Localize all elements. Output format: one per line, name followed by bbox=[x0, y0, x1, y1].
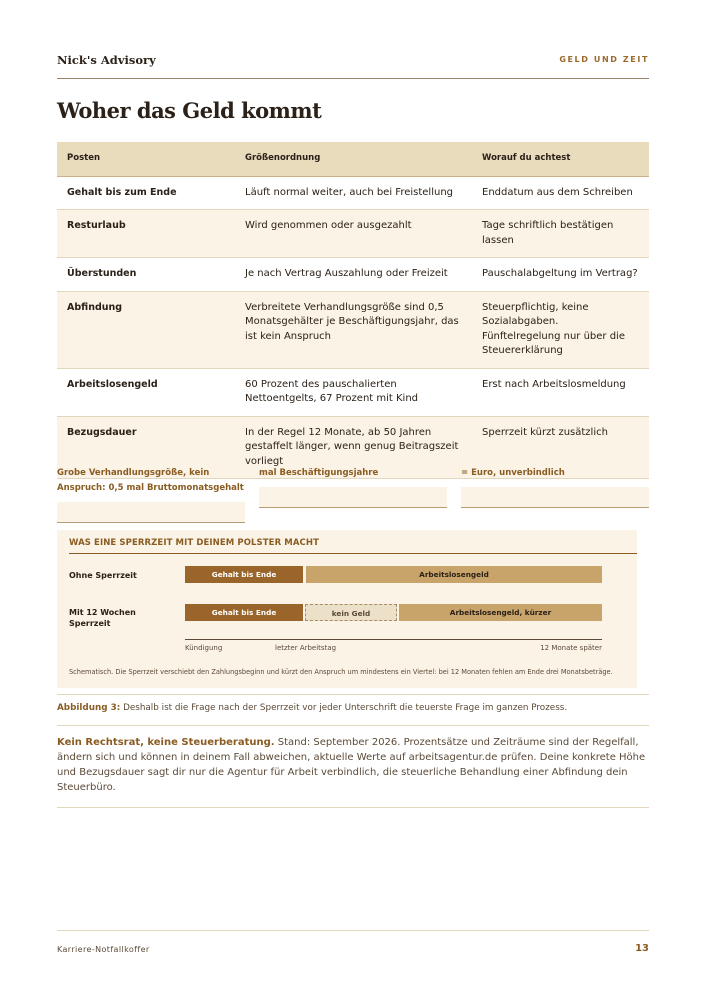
field-label-result: = Euro, unverbindlich bbox=[461, 468, 565, 478]
column-header: Worauf du achtest bbox=[472, 142, 649, 176]
table-row bbox=[57, 176, 649, 210]
sperrzeit-figure bbox=[57, 530, 637, 688]
disclaimer-lead: Kein Rechtsrat, keine Steuerberatung. bbox=[57, 737, 275, 748]
years-field[interactable] bbox=[259, 487, 447, 508]
money-sources-table bbox=[57, 142, 649, 479]
table-cell: Abfindung bbox=[57, 291, 235, 368]
figure-title-rule bbox=[69, 553, 637, 554]
monthly-salary-field[interactable] bbox=[57, 502, 245, 523]
column-header: Posten bbox=[57, 142, 235, 176]
page bbox=[57, 0, 649, 1000]
severance-calculator bbox=[57, 466, 649, 522]
caption-text: Deshalb ist die Frage nach der Sperrzeit vor jeder Unterschrift die teuerste Frage im ganzen Prozess. bbox=[123, 703, 568, 713]
table-header-row bbox=[57, 142, 649, 176]
table-cell: In der Regel 12 Monate, ab 50 Jahren gestaffelt länger, wenn genug Beitragszeit vorliegt bbox=[235, 416, 472, 479]
bar-unemployment-benefit-shorter: Arbeitslosengeld, kürzer bbox=[399, 604, 602, 621]
result-field[interactable] bbox=[461, 487, 649, 508]
section-label: GELD UND ZEIT bbox=[559, 55, 649, 64]
table-cell: Verbreitete Verhandlungsgröße sind 0,5 Monatsgehälter je Beschäftigungsjahr, das ist kein Anspruch bbox=[235, 291, 472, 368]
bar-salary: Gehalt bis Ende bbox=[185, 566, 303, 583]
table-cell: 60 Prozent des pauschalierten Nettoentgelts, 67 Prozent mit Kind bbox=[235, 368, 472, 416]
row-label-with: Mit 12 Wochen Sperrzeit bbox=[69, 608, 136, 628]
bar-unemployment-benefit: Arbeitslosengeld bbox=[306, 566, 602, 583]
disclaimer bbox=[57, 735, 649, 808]
caption-label: Abbildung 3: bbox=[57, 703, 121, 713]
figure-caption bbox=[57, 694, 649, 726]
page-title: Woher das Geld kommt bbox=[57, 98, 322, 123]
table-cell: Je nach Vertrag Auszahlung oder Freizeit bbox=[235, 258, 472, 292]
figure-note: Schematisch. Die Sperrzeit verschiebt den Zahlungsbeginn und kürzt den Anspruch um mindestens ein Viertel: bei 12 Monaten fehlen am Ende drei Monatsbeträge. bbox=[69, 668, 613, 676]
timeline-axis bbox=[185, 639, 602, 640]
row-label-without: Ohne Sperrzeit bbox=[69, 571, 137, 580]
axis-label-end: 12 Monate später bbox=[540, 644, 602, 652]
table-cell: Überstunden bbox=[57, 258, 235, 292]
table-row bbox=[57, 258, 649, 292]
field-label-monthly: Grobe Verhandlungsgröße, kein Anspruch: 0,5 mal Bruttomonatsgehalt bbox=[57, 468, 244, 493]
axis-label-mid: letzter Arbeitstag bbox=[275, 644, 337, 652]
bar-salary: Gehalt bis Ende bbox=[185, 604, 303, 621]
figure-title: WAS EINE SPERRZEIT MIT DEINEM POLSTER MACHT bbox=[69, 538, 319, 548]
table-cell: Pauschalabgeltung im Vertrag? bbox=[472, 258, 649, 292]
table-cell: Bezugsdauer bbox=[57, 416, 235, 479]
table-cell: Resturlaub bbox=[57, 210, 235, 258]
column-header: Größenordnung bbox=[235, 142, 472, 176]
footer-book-title: Karriere-Notfallkoffer bbox=[57, 945, 150, 954]
page-number: 13 bbox=[635, 943, 649, 954]
bar-no-money: kein Geld bbox=[305, 604, 397, 621]
table-cell: Läuft normal weiter, auch bei Freistellung bbox=[235, 176, 472, 210]
page-header bbox=[57, 52, 649, 79]
table-cell: Enddatum aus dem Schreiben bbox=[472, 176, 649, 210]
table-cell: Arbeitslosengeld bbox=[57, 368, 235, 416]
table-cell: Steuerpflichtig, keine Sozialabgaben. Fünftelregelung nur über die Steuererklärung bbox=[472, 291, 649, 368]
disclaimer-text: Stand: September 2026. Prozentsätze und Zeiträume sind der Regelfall, ändern sich und können in deinem Fall abweichen, aktuelle Werte auf arbeitsagentur.de prüfen. Deine konkrete Höhe und Bezugsdauer sagt dir nur die Agentur für Arbeit verbindlich, die steuerliche Behandlung einer Abfindung dein Steuerbüro. bbox=[57, 737, 646, 793]
brand-name: Nick's Advisory bbox=[57, 53, 156, 67]
field-label-years: mal Beschäftigungsjahre bbox=[259, 468, 379, 478]
table-row bbox=[57, 368, 649, 416]
table-cell: Tage schriftlich bestätigen lassen bbox=[472, 210, 649, 258]
table-cell: Gehalt bis zum Ende bbox=[57, 176, 235, 210]
table-cell: Sperrzeit kürzt zusätzlich bbox=[472, 416, 649, 479]
table-row bbox=[57, 210, 649, 258]
table-cell: Wird genommen oder ausgezahlt bbox=[235, 210, 472, 258]
axis-label-start: Kündigung bbox=[185, 644, 223, 652]
page-footer bbox=[57, 930, 649, 954]
table-row bbox=[57, 291, 649, 368]
table-cell: Erst nach Arbeitslosmeldung bbox=[472, 368, 649, 416]
